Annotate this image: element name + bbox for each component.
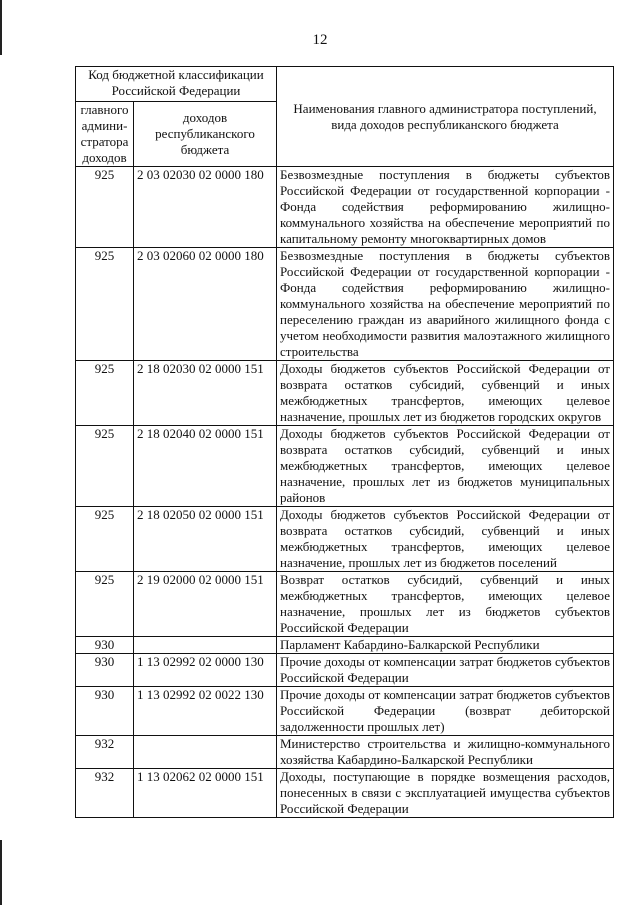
admin-code-cell: 930 [76,637,134,654]
income-name-cell: Прочие доходы от компенсации затрат бюджетов субъектов Российской Федерации (возврат дебиторской задолженности прошлых лет) [277,687,614,736]
income-code-cell [134,736,277,769]
admin-code-cell: 930 [76,654,134,687]
income-name-cell: Безвозмездные поступления в бюджеты субъектов Российской Федерации от государственной корпорации - Фонда содействия реформированию жилищно-коммунального хозяйства на обеспечение мероприятий по переселению граждан из аварийного жилищного фонда с учетом необходимости развития малоэтажного жилищного строительства [277,248,614,361]
table-row [76,687,614,736]
income-code-cell: 2 18 02050 02 0000 151 [134,507,277,572]
table-row [76,769,614,818]
admin-code-cell: 925 [76,361,134,426]
income-name-cell: Безвозмездные поступления в бюджеты субъектов Российской Федерации от государственной корпорации - Фонда содействия реформированию жилищно-коммунального хозяйства на обеспечение мероприятий по капитальному ремонту многоквартирных домов [277,167,614,248]
header-classification-code: Код бюджетной классификации Российской Федерации [76,67,277,102]
table-row [76,248,614,361]
header-name-column: Наименования главного администратора поступлений, вида доходов республиканского бюджета [277,67,614,167]
table-row [76,572,614,637]
admin-code-cell: 925 [76,426,134,507]
scan-edge-mark-bottom [0,840,2,905]
header-income-column: доходов республиканского бюджета [134,102,277,167]
admin-code-cell: 932 [76,769,134,818]
admin-code-cell: 925 [76,507,134,572]
income-name-cell: Возврат остатков субсидий, субвенций и иных межбюджетных трансфертов, имеющих целевое назначение, прошлых лет из бюджетов субъектов Российской Федерации [277,572,614,637]
income-name-cell: Доходы, поступающие в порядке возмещения расходов, понесенных в связи с эксплуатацией имущества субъектов Российской Федерации [277,769,614,818]
income-code-cell: 2 03 02060 02 0000 180 [134,248,277,361]
table-row [76,736,614,769]
income-code-cell: 2 19 02000 02 0000 151 [134,572,277,637]
income-code-cell: 2 03 02030 02 0000 180 [134,167,277,248]
admin-code-cell: 925 [76,167,134,248]
header-admin-column: главного админи-стратора доходов [76,102,134,167]
admin-code-cell: 925 [76,572,134,637]
table-row [76,654,614,687]
income-name-cell: Прочие доходы от компенсации затрат бюджетов субъектов Российской Федерации [277,654,614,687]
table-row [76,507,614,572]
income-code-cell: 2 18 02040 02 0000 151 [134,426,277,507]
admin-code-cell: 930 [76,687,134,736]
income-name-cell: Доходы бюджетов субъектов Российской Федерации от возврата остатков субсидий, субвенций и иных межбюджетных трансфертов, имеющих целевое назначение, прошлых лет из бюджетов муниципальных районов [277,426,614,507]
table-header-row [76,67,614,102]
income-code-cell: 1 13 02992 02 0000 130 [134,654,277,687]
income-name-cell: Парламент Кабардино-Балкарской Республики [277,637,614,654]
income-code-cell [134,637,277,654]
income-name-cell: Министерство строительства и жилищно-коммунального хозяйства Кабардино-Балкарской Республики [277,736,614,769]
income-code-cell: 1 13 02062 02 0000 151 [134,769,277,818]
table-row [76,167,614,248]
income-name-cell: Доходы бюджетов субъектов Российской Федерации от возврата остатков субсидий, субвенций и иных межбюджетных трансфертов, имеющих целевое назначение, прошлых лет из бюджетов городских округов [277,361,614,426]
income-code-cell: 1 13 02992 02 0022 130 [134,687,277,736]
admin-code-cell: 932 [76,736,134,769]
admin-code-cell: 925 [76,248,134,361]
table-row [76,361,614,426]
page-number: 12 [312,32,328,48]
income-code-cell: 2 18 02030 02 0000 151 [134,361,277,426]
income-name-cell: Доходы бюджетов субъектов Российской Федерации от возврата остатков субсидий, субвенций и иных межбюджетных трансфертов, имеющих целевое назначение, прошлых лет из бюджетов поселений [277,507,614,572]
table-row [76,426,614,507]
table-row [76,637,614,654]
budget-classification-table [75,66,614,818]
